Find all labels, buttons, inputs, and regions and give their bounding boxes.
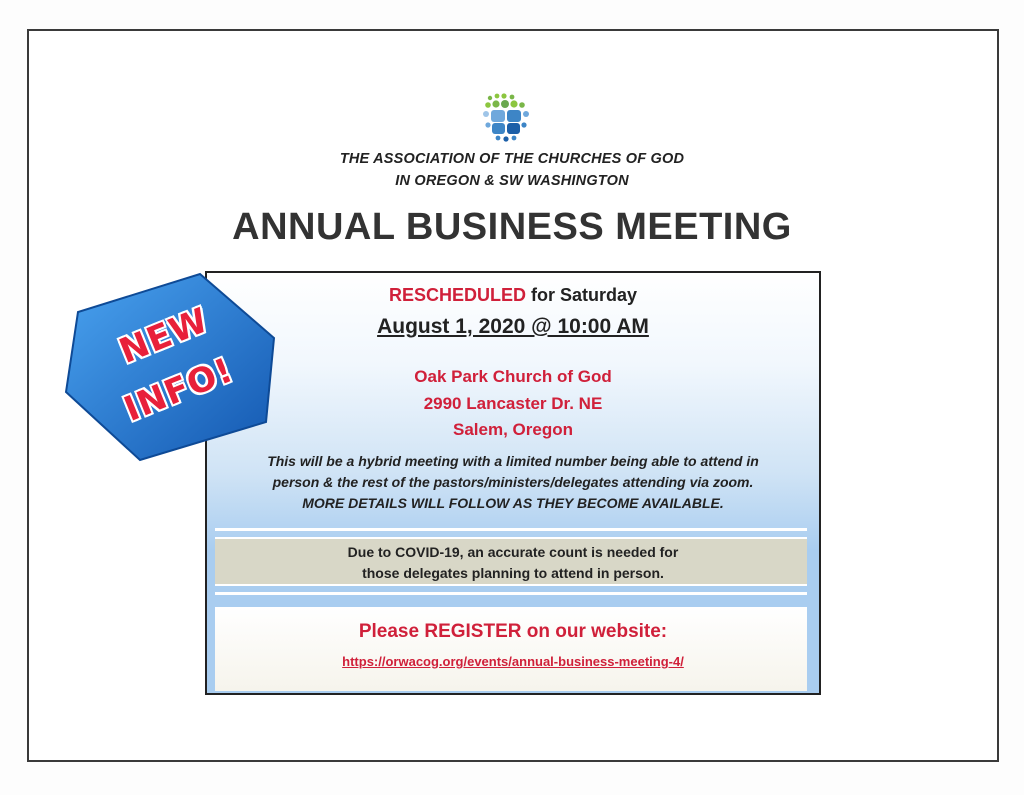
address-line-1: Oak Park Church of God xyxy=(414,367,612,386)
covid-line-1: Due to COVID-19, an accurate count is needed for xyxy=(347,544,679,560)
church-logo xyxy=(478,92,538,144)
register-link[interactable]: https://orwacog.org/events/annual-business-meeting-4/ xyxy=(342,654,684,669)
address-line-2: 2990 Lancaster Dr. NE xyxy=(423,394,603,413)
info-line-3: MORE DETAILS WILL FOLLOW AS THEY BECOME AVAILABLE. xyxy=(302,495,724,511)
divider xyxy=(215,528,807,531)
covid-line-2: those delegates planning to attend in person. xyxy=(362,565,664,581)
org-name-line2: IN OREGON & SW WASHINGTON xyxy=(395,173,629,189)
event-date: August 1, 2020 @ 10:00 AM xyxy=(377,315,649,338)
register-box xyxy=(215,607,807,691)
badge-text-new: NEW xyxy=(113,300,215,372)
register-heading: Please REGISTER on our website: xyxy=(358,621,668,642)
info-line-1: This will be a hybrid meeting with a limited number being able to attend in xyxy=(267,453,759,469)
info-line-2: person & the rest of the pastors/ministers/delegates attending via zoom. xyxy=(272,474,754,490)
org-name-line1: THE ASSOCIATION OF THE CHURCHES OF GOD xyxy=(339,151,685,167)
badge-text-info: INFO! xyxy=(118,350,240,430)
address-line-3: Salem, Oregon xyxy=(453,420,573,439)
new-info-badge xyxy=(60,272,280,462)
rescheduled-label: RESCHEDULED xyxy=(388,285,526,305)
page-title: ANNUAL BUSINESS MEETING xyxy=(232,206,792,248)
divider xyxy=(215,592,807,595)
rescheduled-line xyxy=(205,285,821,306)
rescheduled-suffix: for Saturday xyxy=(525,285,638,305)
